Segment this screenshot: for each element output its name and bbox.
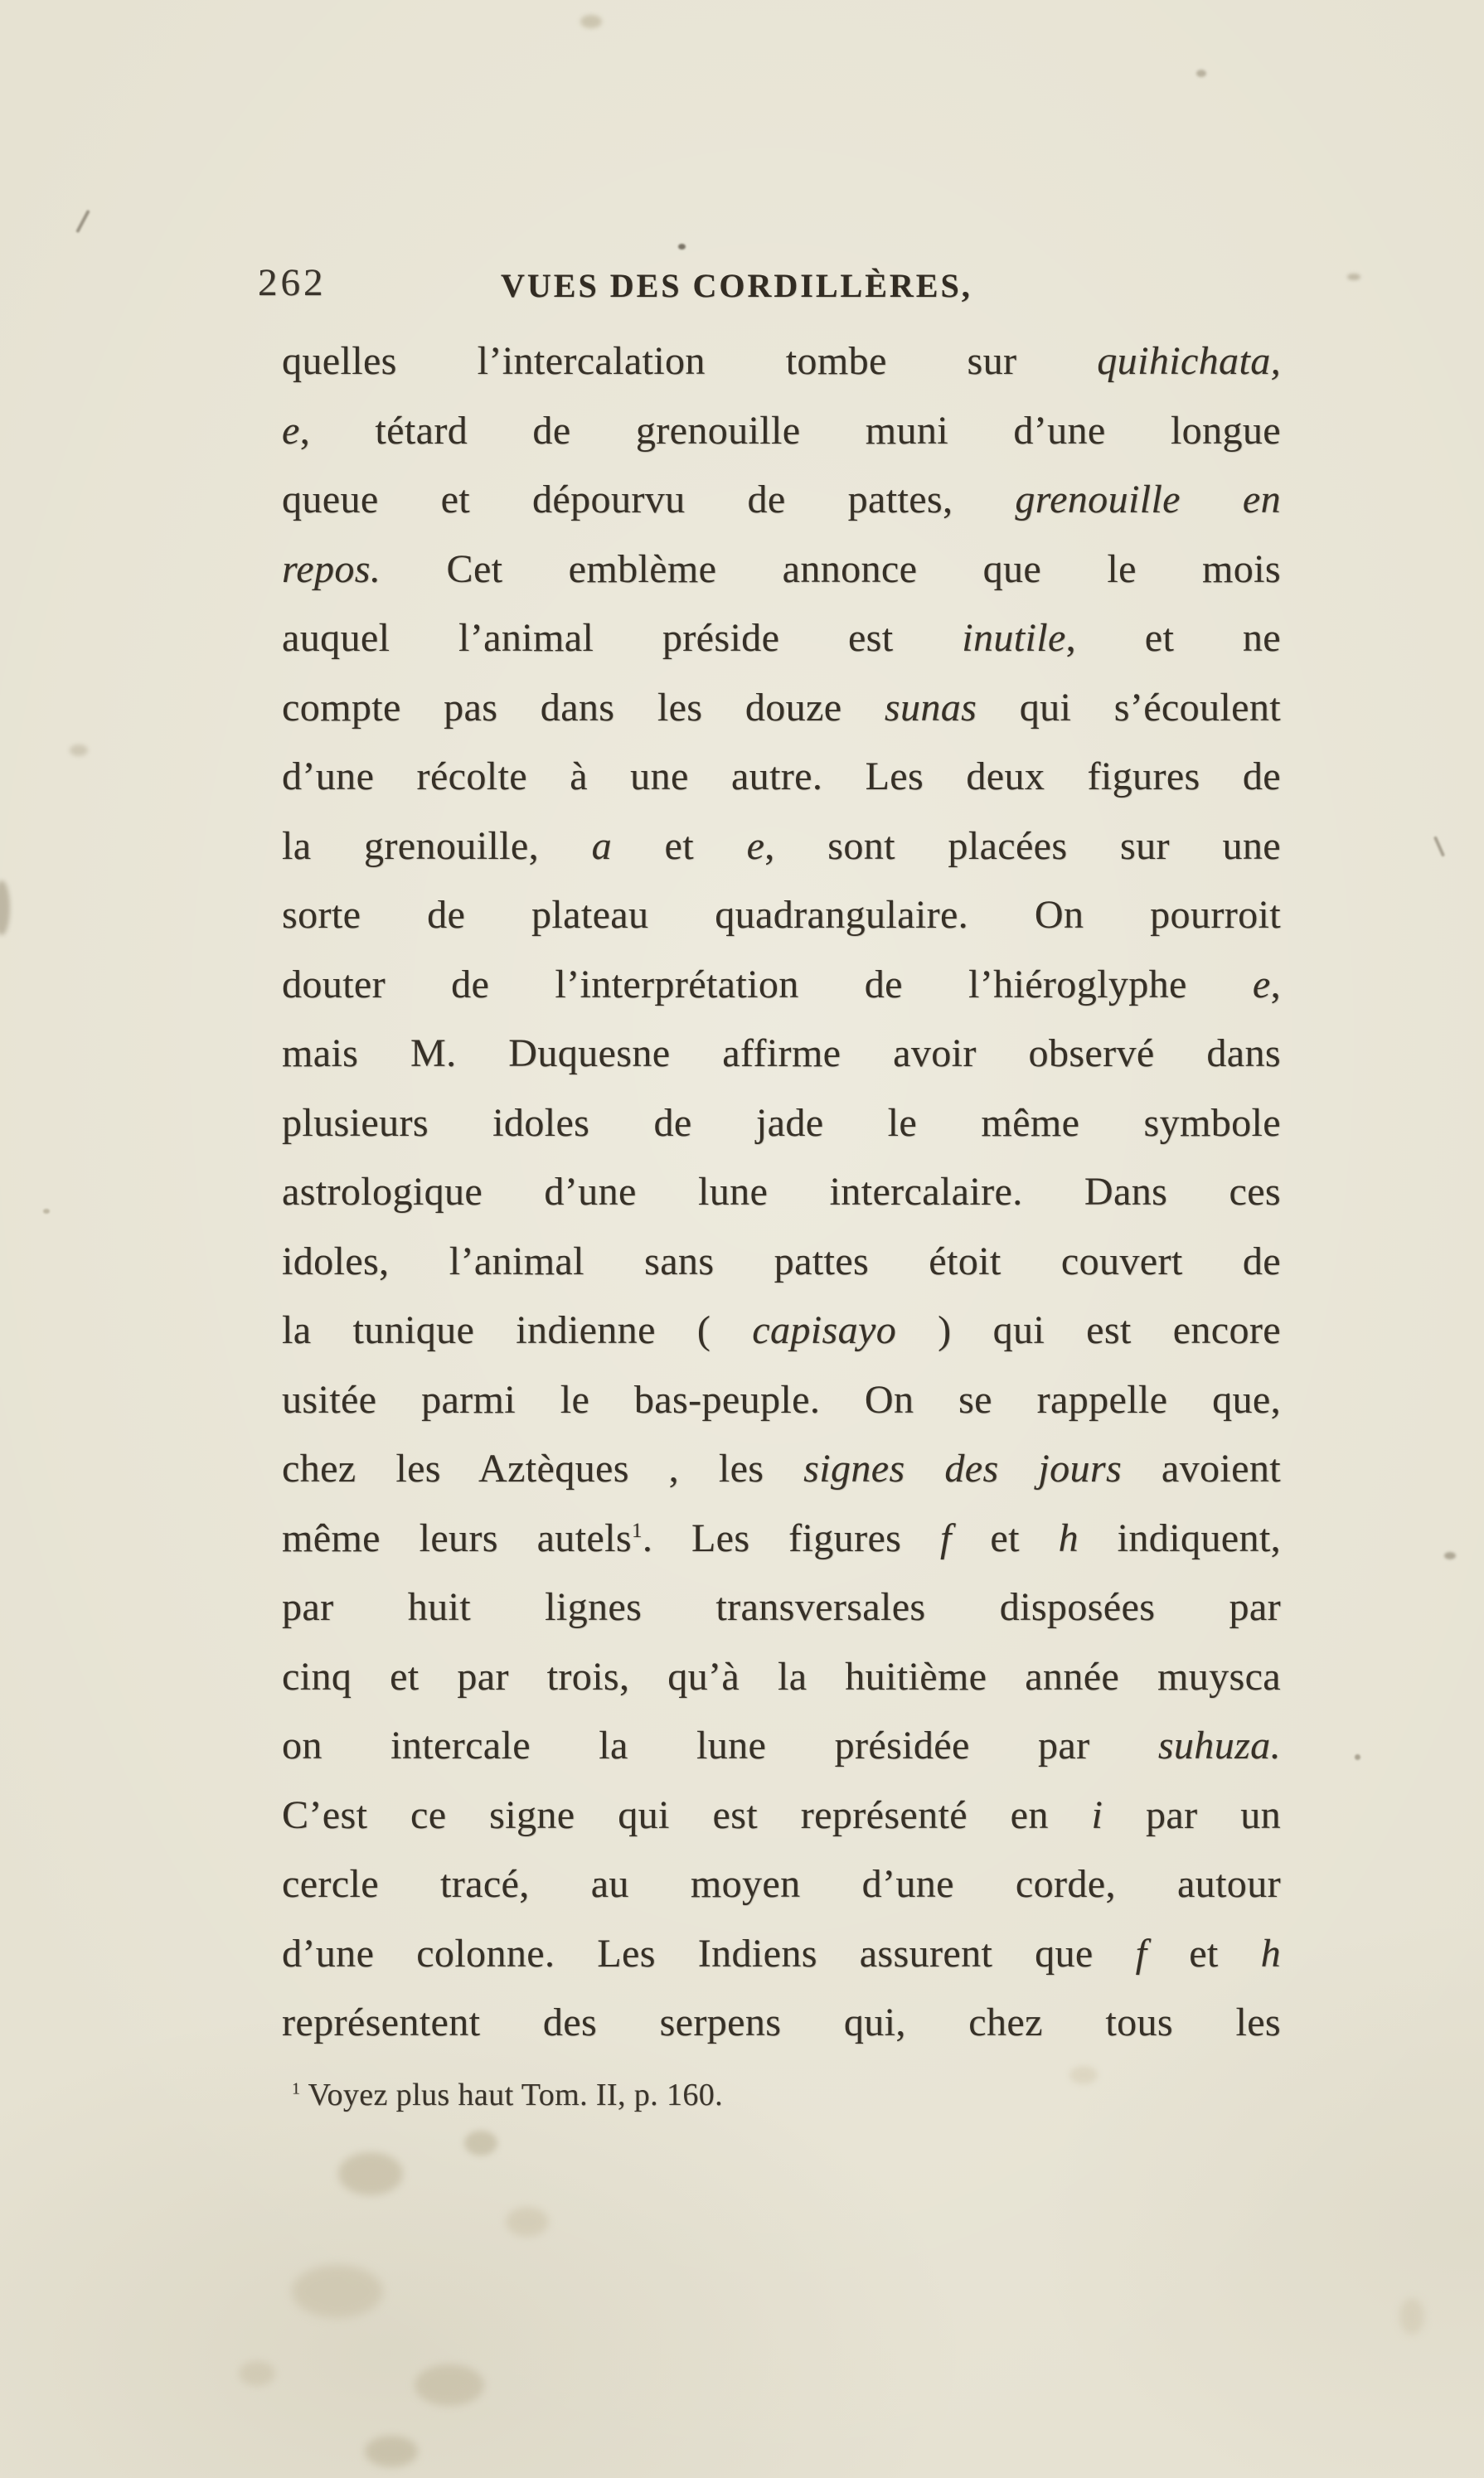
running-title: VUES DES CORDILLÈRES,	[501, 267, 972, 304]
italic-text: inutile	[962, 616, 1066, 660]
italic-text: capisayo	[752, 1308, 897, 1352]
text-segment: plusieurs idoles de jade le même symbole	[282, 1100, 1281, 1145]
text-line	[282, 673, 1281, 743]
text-line	[282, 1434, 1281, 1504]
text-line	[282, 604, 1281, 673]
footnote	[292, 2076, 1204, 2114]
text-line	[282, 1365, 1281, 1435]
page-number: 262	[258, 261, 327, 304]
text-line	[282, 1781, 1281, 1850]
foxing-stain	[365, 2436, 418, 2467]
text-segment: douter de l’interprétation de l’hiéroglyphe	[282, 962, 1253, 1006]
italic-text: suhuza.	[1157, 1724, 1281, 1768]
paper-speck	[1444, 1552, 1456, 1559]
text-segment: quelles l’intercalation tombe sur	[282, 339, 1098, 383]
text-segment: cinq et par trois, qu’à la huitième année muysca	[282, 1654, 1281, 1699]
italic-text: a	[591, 823, 612, 868]
text-segment: C’est ce signe qui est représenté en	[282, 1792, 1092, 1837]
text-segment: Voyez plus haut Tom. II, p. 160.	[300, 2078, 724, 2112]
text-line	[282, 1227, 1281, 1297]
italic-text: e	[282, 408, 300, 453]
text-line	[282, 1988, 1281, 2058]
text-segment: Cet emblème annonce que le mois	[381, 546, 1281, 591]
text-line	[282, 1157, 1281, 1227]
text-segment: par un	[1103, 1792, 1281, 1837]
paper-speck	[1355, 1754, 1360, 1760]
text-segment: , sont placées sur une	[764, 823, 1281, 868]
paper-speck	[1196, 70, 1206, 77]
text-line	[282, 812, 1281, 881]
text-segment: d’une colonne. Les Indiens assurent que	[282, 1931, 1136, 1976]
text-segment: représentent des serpens qui, chez tous les	[282, 2000, 1281, 2044]
text-line	[282, 1919, 1281, 1989]
italic-text: signes des jours	[803, 1447, 1123, 1491]
text-segment: avoient	[1122, 1447, 1281, 1491]
text-line	[282, 1642, 1281, 1712]
text-line	[282, 742, 1281, 812]
text-line	[282, 1850, 1281, 1919]
italic-text: repos.	[282, 546, 381, 591]
text-segment: et	[611, 823, 747, 868]
text-segment: cercle tracé, au moyen d’une corde, autour	[282, 1862, 1281, 1906]
ink-stain	[75, 210, 90, 233]
foxing-stain	[415, 2364, 484, 2406]
text-segment: la grenouille,	[282, 823, 592, 868]
italic-text: f	[1135, 1931, 1147, 1976]
italic-text: e	[746, 823, 765, 868]
italic-text: e	[1252, 962, 1271, 1006]
text-line	[282, 327, 1281, 396]
italic-text: h	[1260, 1931, 1281, 1976]
text-line	[282, 950, 1281, 1020]
text-segment: , et ne	[1065, 616, 1281, 660]
text-segment: compte pas dans les douze	[282, 685, 885, 730]
italic-text: f	[939, 1515, 952, 1560]
text-line	[282, 1089, 1281, 1158]
text-segment: par huit lignes transversales disposées par	[282, 1585, 1281, 1629]
italic-text: i	[1091, 1792, 1103, 1837]
text-segment: sorte de plateau quadrangulaire. On pourroit	[282, 893, 1281, 937]
text-line	[282, 1711, 1281, 1781]
paper-speck	[70, 744, 88, 756]
text-segment: et	[1147, 1931, 1261, 1976]
text-segment: , tétard de grenouille muni d’une longue	[299, 408, 1281, 453]
foxing-stain	[580, 15, 602, 28]
ink-stain	[678, 244, 686, 250]
text-line	[282, 1504, 1281, 1574]
text-segment: qui s’écoulent	[977, 685, 1281, 730]
ink-stain	[1433, 836, 1445, 856]
text-segment: même leurs autels	[282, 1515, 632, 1560]
text-segment: indiquent,	[1078, 1515, 1281, 1560]
text-segment: mais M. Duquesne affirme avoir observé dans	[282, 1031, 1281, 1075]
foxing-stain	[338, 2152, 403, 2195]
text-line	[282, 535, 1281, 604]
text-segment: astrologique d’une lune intercalaire. Dans ces	[282, 1170, 1281, 1214]
edge-smudge	[0, 880, 10, 935]
italic-text: grenouille en	[1015, 478, 1281, 521]
text-line	[282, 1019, 1281, 1089]
footnote-reference: 1	[631, 1519, 643, 1542]
foxing-stain	[1399, 2298, 1424, 2335]
text-segment: ,	[1270, 962, 1281, 1006]
text-segment: auquel l’animal préside est	[282, 616, 963, 660]
text-segment: d’une récolte à une autre. Les deux figures de	[282, 754, 1281, 798]
foxing-stain	[292, 2265, 383, 2318]
italic-text: sunas	[884, 685, 977, 730]
text-segment: usitée parmi le bas-peuple. On se rappelle que,	[282, 1377, 1281, 1422]
text-line	[282, 880, 1281, 950]
paper-speck	[1347, 274, 1360, 280]
italic-text: quihichata,	[1097, 339, 1281, 383]
text-line	[282, 1573, 1281, 1642]
text-segment: . Les figures	[642, 1515, 940, 1560]
text-segment: et	[951, 1515, 1059, 1560]
paper-speck	[43, 1209, 50, 1214]
foxing-stain	[239, 2361, 275, 2386]
foxing-stain	[464, 2131, 497, 2156]
text-line	[282, 1296, 1281, 1365]
italic-text: h	[1058, 1515, 1079, 1560]
foxing-stain	[506, 2207, 549, 2237]
text-segment: idoles, l’animal sans pattes étoit couvert de	[282, 1239, 1281, 1283]
footnote-reference: 1	[292, 2079, 301, 2098]
text-segment: chez les Aztèques , les	[282, 1447, 804, 1491]
text-line	[282, 465, 1281, 535]
text-segment: la tunique indienne (	[282, 1308, 753, 1352]
body-text	[282, 327, 1281, 2058]
text-line	[282, 396, 1281, 466]
text-segment: ) qui est encore	[896, 1308, 1282, 1352]
text-segment: queue et dépourvu de pattes,	[282, 478, 1016, 521]
text-segment: on intercale la lune présidée par	[282, 1724, 1158, 1768]
